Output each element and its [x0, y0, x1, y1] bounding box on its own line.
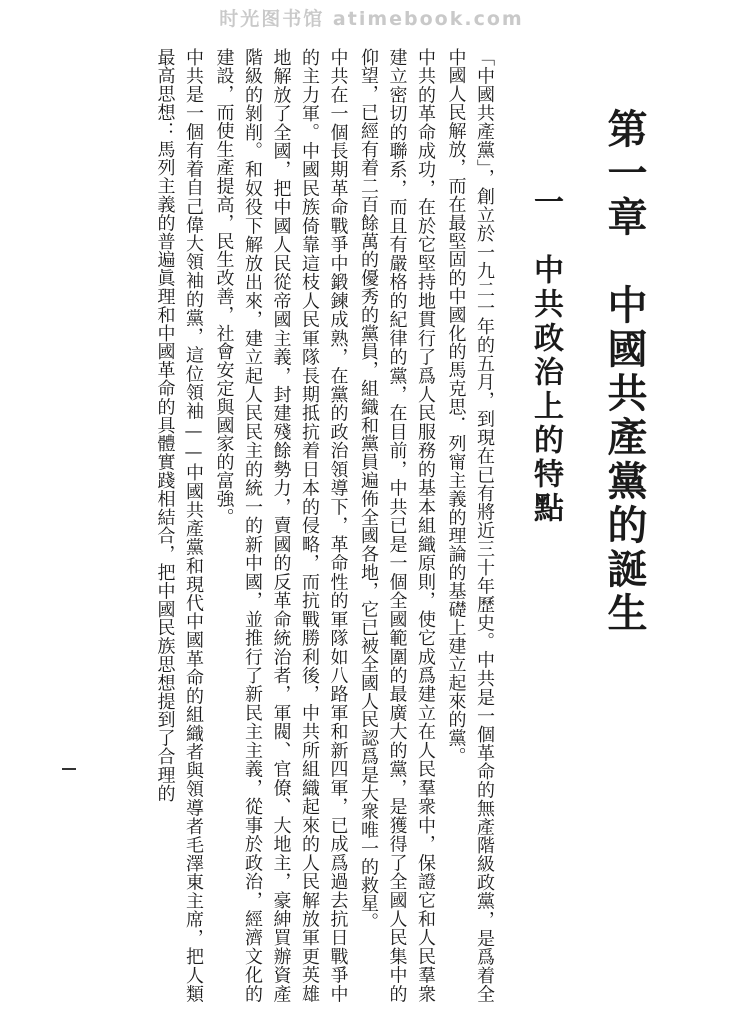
paragraph-4: 中共是一個有着自己偉大領袖的黨，這位領袖——中國共產黨和現代中國革命的組織者與領導者毛澤東主席，把人類最高思想：馬列主義的普遍眞理和中國革命的具體實踐相結合，把中國民族思想提到了合理的: [154, 48, 204, 1003]
watermark-text: 时光图书馆 atimebook.com: [219, 8, 524, 30]
paragraph-3: 中共在一個長期革命戰爭中鍛鍊成熟，在黨的政治領導下，革命性的軍隊如八路軍和新四軍，已成爲過去抗日戰爭中的主力軍。中國民族倚靠這枝人民軍隊長期抵抗着日本的侵略，而抗戰勝利後，中共所組織起來的人民解放軍更英雄地解放了全國，把中國人民從帝國主義，封建殘餘勢力，賣國的反革命統治者，軍閥、官僚、大地主，豪紳買辦資產階級的剝削。和奴役下解放出來，建立起人民民主的統一的新中國，並推行了新民主主義，從事於政治，經濟文化的建設，而使生產提高，民生改善，社會安定與國家的富強。: [213, 48, 349, 1003]
chapter-title: 第一章 中國共產黨的誕生: [601, 108, 648, 636]
paragraph-1: 「中國共產黨」，創立於一九二一年的五月，到現在已有將近三十年歷史。中共是一個革命的無產階級政黨，是爲着全中國人民解放，而在最堅固的中國化的馬克思．列甯主義的理論的基礎上建立起來的黨。: [445, 48, 495, 1003]
page-edge-mark: [62, 768, 76, 770]
book-page: [68, 48, 668, 1003]
paragraph-2: 中共的革命成功，在於它堅持地貫行了爲人民服務的基本組織原則，使它成爲建立在人民羣衆中，保證它和人民羣衆建立密切的聯系，而且有嚴格的紀律的黨，在目前，中共已是一個全國範圍的最廣大的黨，是獲得了全國人民集中的仰望，已經有着二百餘萬的優秀的黨員，組織和黨員遍佈全國各地，它已被全國人民認爲是大衆唯一的救星。: [358, 48, 436, 1003]
section-title: 一 中共政治上的特點: [528, 186, 563, 526]
